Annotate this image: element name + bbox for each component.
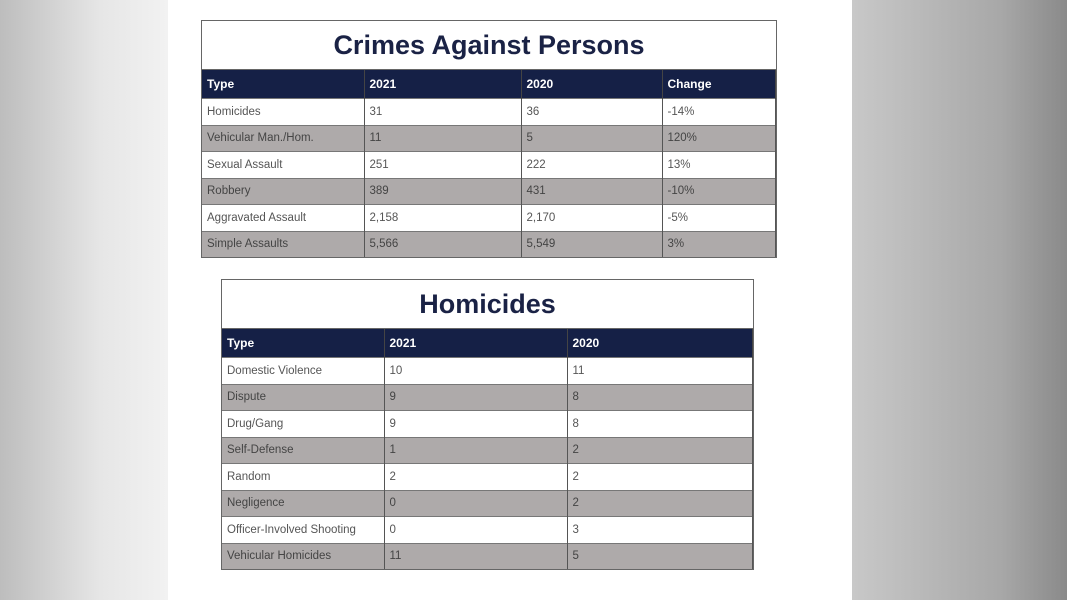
table-cell: 389 bbox=[364, 178, 521, 205]
table-cell: 2,170 bbox=[521, 205, 662, 232]
table-cell: 120% bbox=[662, 125, 776, 152]
table-cell: 11 bbox=[567, 358, 753, 385]
table-title: Homicides bbox=[222, 280, 753, 329]
table-title: Crimes Against Persons bbox=[202, 21, 776, 70]
table-row bbox=[222, 517, 753, 544]
column-header: Change bbox=[662, 70, 776, 99]
table-cell: Self-Defense bbox=[222, 437, 384, 464]
table-cell: 2,158 bbox=[364, 205, 521, 232]
table-cell: Domestic Violence bbox=[222, 358, 384, 385]
table-cell: Robbery bbox=[202, 178, 364, 205]
table-cell: 0 bbox=[384, 490, 567, 517]
table-cell: 3% bbox=[662, 231, 776, 257]
table-cell: 3 bbox=[567, 517, 753, 544]
table-cell: Sexual Assault bbox=[202, 152, 364, 179]
table-row bbox=[222, 464, 753, 491]
table-cell: 11 bbox=[364, 125, 521, 152]
table-cell: 8 bbox=[567, 411, 753, 438]
table-cell: 431 bbox=[521, 178, 662, 205]
table-row bbox=[222, 384, 753, 411]
crimes-against-persons-table bbox=[201, 20, 777, 258]
table-row bbox=[202, 178, 776, 205]
table-cell: 31 bbox=[364, 99, 521, 126]
table-cell: 0 bbox=[384, 517, 567, 544]
table-cell: 2 bbox=[567, 437, 753, 464]
table-cell: Vehicular Homicides bbox=[222, 543, 384, 569]
table-cell: 11 bbox=[384, 543, 567, 569]
table-cell: 222 bbox=[521, 152, 662, 179]
table-cell: 8 bbox=[567, 384, 753, 411]
table-row bbox=[202, 152, 776, 179]
table-cell: 10 bbox=[384, 358, 567, 385]
column-header: Type bbox=[222, 329, 384, 358]
table-row bbox=[202, 99, 776, 126]
table-cell: 9 bbox=[384, 384, 567, 411]
table-row bbox=[222, 437, 753, 464]
table-cell: Officer-Involved Shooting bbox=[222, 517, 384, 544]
table-row bbox=[202, 205, 776, 232]
homicides-table bbox=[221, 279, 754, 570]
table-row bbox=[202, 231, 776, 257]
table-cell: Drug/Gang bbox=[222, 411, 384, 438]
table-cell: -10% bbox=[662, 178, 776, 205]
table-cell: 36 bbox=[521, 99, 662, 126]
table-cell: -5% bbox=[662, 205, 776, 232]
table-cell: Aggravated Assault bbox=[202, 205, 364, 232]
column-header: 2021 bbox=[364, 70, 521, 99]
column-header: 2020 bbox=[567, 329, 753, 358]
table-cell: 2 bbox=[384, 464, 567, 491]
table-cell: Negligence bbox=[222, 490, 384, 517]
table-row bbox=[222, 490, 753, 517]
table-cell: 13% bbox=[662, 152, 776, 179]
table-row bbox=[202, 125, 776, 152]
table-cell: Simple Assaults bbox=[202, 231, 364, 257]
table-cell: 251 bbox=[364, 152, 521, 179]
table-cell: -14% bbox=[662, 99, 776, 126]
table-row bbox=[222, 543, 753, 569]
table-cell: 5,566 bbox=[364, 231, 521, 257]
column-header: 2020 bbox=[521, 70, 662, 99]
table-cell: Vehicular Man./Hom. bbox=[202, 125, 364, 152]
table-row bbox=[222, 358, 753, 385]
table-cell: 5 bbox=[521, 125, 662, 152]
table-cell: 9 bbox=[384, 411, 567, 438]
table-cell: 5 bbox=[567, 543, 753, 569]
table-cell: 2 bbox=[567, 464, 753, 491]
column-header: Type bbox=[202, 70, 364, 99]
table-row bbox=[222, 411, 753, 438]
table-cell: Homicides bbox=[202, 99, 364, 126]
table-cell: Dispute bbox=[222, 384, 384, 411]
table-cell: 5,549 bbox=[521, 231, 662, 257]
column-header: 2021 bbox=[384, 329, 567, 358]
table-cell: 1 bbox=[384, 437, 567, 464]
table-cell: Random bbox=[222, 464, 384, 491]
table-cell: 2 bbox=[567, 490, 753, 517]
